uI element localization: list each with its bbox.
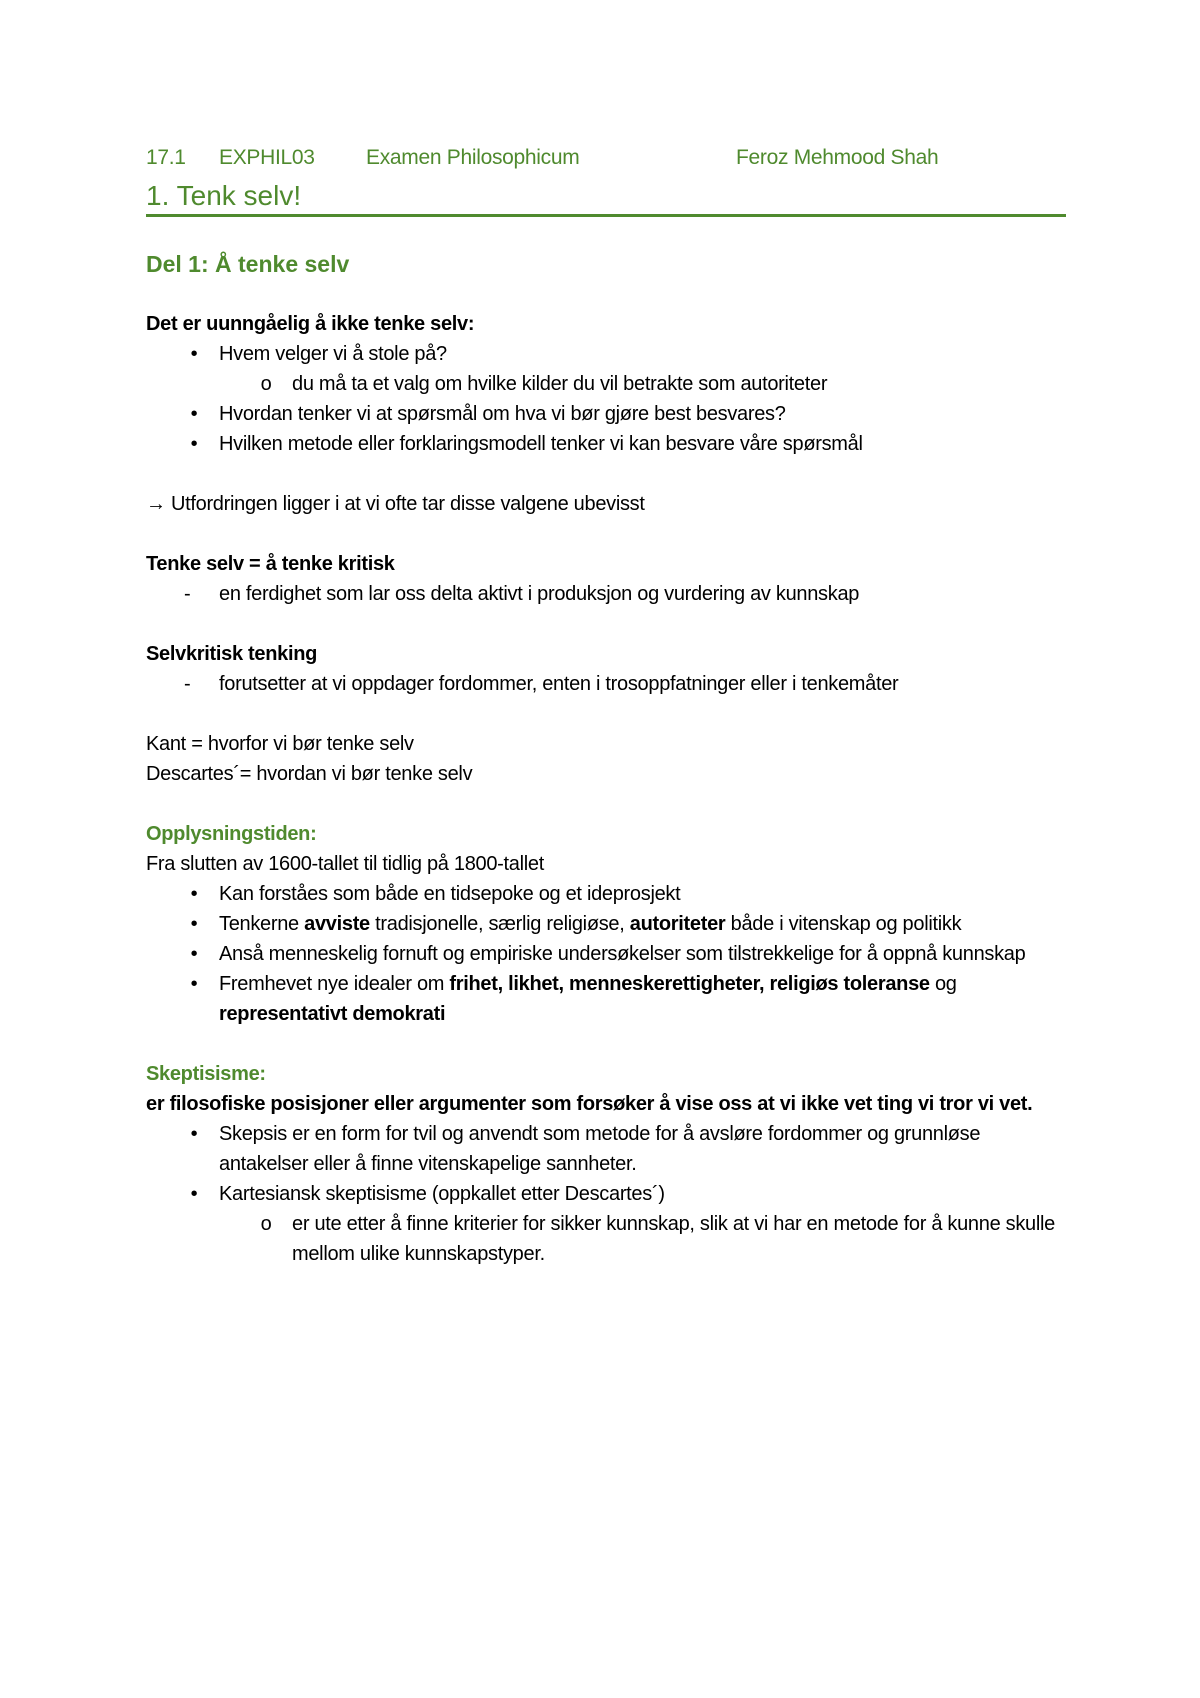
list-item [146,339,1066,399]
title-divider [146,214,1066,217]
bullet-icon: • [190,433,198,455]
list-item-text-bold: autoriteter [629,913,726,935]
descartes-line: Descartes´= hvordan vi bør tenke selv [146,763,473,785]
list-item-text: Hvem velger vi å stole på? [219,343,447,365]
opplysningstiden-list [146,879,1066,1029]
dash-marker: - [184,583,191,605]
header-author: Feroz Mehmood Shah [736,146,939,169]
arrow-line [146,489,1066,519]
header-number: 17.1 [146,146,186,169]
arrow-right-icon: → [146,493,166,515]
skeptisisme-heading: Skeptisisme: [146,1063,266,1085]
list-item-text-part: og [929,973,957,995]
dash-item [146,669,1066,699]
list-item-text: Anså menneskelig fornuft og empiriske undersøkelser som tilstrekkelige for å oppnå kunnskap [219,943,1026,965]
list-item [146,939,1066,969]
section-heading: Del 1: Å tenke selv [146,251,350,277]
bullet-icon: • [190,403,198,425]
bullet-icon: • [190,943,198,965]
list-item-text: Hvordan tenker vi at spørsmål om hva vi bør gjøre best besvares? [219,403,786,425]
sub-list-item-text: er ute etter å finne kriterier for sikker kunnskap, slik at vi har en metode for å kunne skulle mellom ulike kunnskapstyper. [292,1213,1055,1265]
list-item-text-bold: avviste [304,913,370,935]
sub-list-item [146,1209,1066,1269]
list-item-text: Hvilken metode eller forklaringsmodell tenker vi kan besvare våre spørsmål [219,433,863,455]
header-course-code: EXPHIL03 [219,146,315,169]
document-page [146,146,1066,1269]
opplysningstiden-intro: Fra slutten av 1600-tallet til tidlig på 1800-tallet [146,853,544,875]
block2-label: Tenke selv = å tenke kritisk [146,553,395,575]
document-header [146,146,1066,174]
list-item-text: Kartesiansk skeptisisme (oppkallet etter Descartes´) [219,1183,665,1205]
skeptisisme-list [146,1119,1066,1269]
list-item-text-part: både i vitenskap og politikk [725,913,962,935]
block3-label: Selvkritisk tenking [146,643,318,665]
sub-bullet-icon: o [260,373,272,395]
block1-label: Det er uunngåelig å ikke tenke selv: [146,313,475,335]
dash-item-text: en ferdighet som lar oss delta aktivt i produksjon og vurdering av kunnskap [219,583,860,605]
header-course-name: Examen Philosophicum [366,146,580,169]
sub-list-item [146,369,1066,399]
list-item-text-part: Tenkerne [219,913,305,935]
sub-list [219,369,1066,399]
document-title: 1. Tenk selv! [146,180,302,211]
list-item-text: Skepsis er en form for tvil og anvendt som metode for å avsløre fordommer og grunnløse antakelser eller å finne vitenskapelige sannheter. [219,1123,981,1175]
list-item-text-part: Fremhevet nye idealer om [219,973,450,995]
sub-bullet-icon: o [260,1213,272,1235]
kant-line: Kant = hvorfor vi bør tenke selv [146,733,414,755]
list-item [146,1179,1066,1269]
list-item-text: Kan forståes som både en tidsepoke og et ideprosjekt [219,883,681,905]
skeptisisme-intro: er filosofiske posisjoner eller argumenter som forsøker å vise oss at vi ikke vet ting vi tror vi vet. [146,1093,1033,1115]
bullet-icon: • [190,883,198,905]
list-item [146,969,1066,1029]
list-item [146,1119,1066,1179]
bullet-icon: • [190,1183,198,1205]
list-item [146,879,1066,909]
list-item [146,399,1066,429]
block1-list [146,339,1066,459]
list-item-text-bold: representativt demokrati [219,1003,446,1025]
dash-marker: - [184,673,191,695]
sub-list [219,1209,1066,1269]
arrow-line-text: Utfordringen ligger i at vi ofte tar disse valgene ubevisst [170,493,645,515]
list-item [146,909,1066,939]
opplysningstiden-heading: Opplysningstiden: [146,823,317,845]
bullet-icon: • [190,1123,198,1145]
list-item [146,429,1066,459]
bullet-icon: • [190,343,198,365]
dash-item-text: forutsetter at vi oppdager fordommer, enten i trosoppfatninger eller i tenkemåter [219,673,899,695]
list-item-text-bold: frihet, likhet, menneskerettigheter, religiøs toleranse [449,973,930,995]
bullet-icon: • [190,973,198,995]
list-item-text-part: tradisjonelle, særlig religiøse, [369,913,630,935]
sub-list-item-text: du må ta et valg om hvilke kilder du vil betrakte som autoriteter [292,373,828,395]
bullet-icon: • [190,913,198,935]
dash-item [146,579,1066,609]
